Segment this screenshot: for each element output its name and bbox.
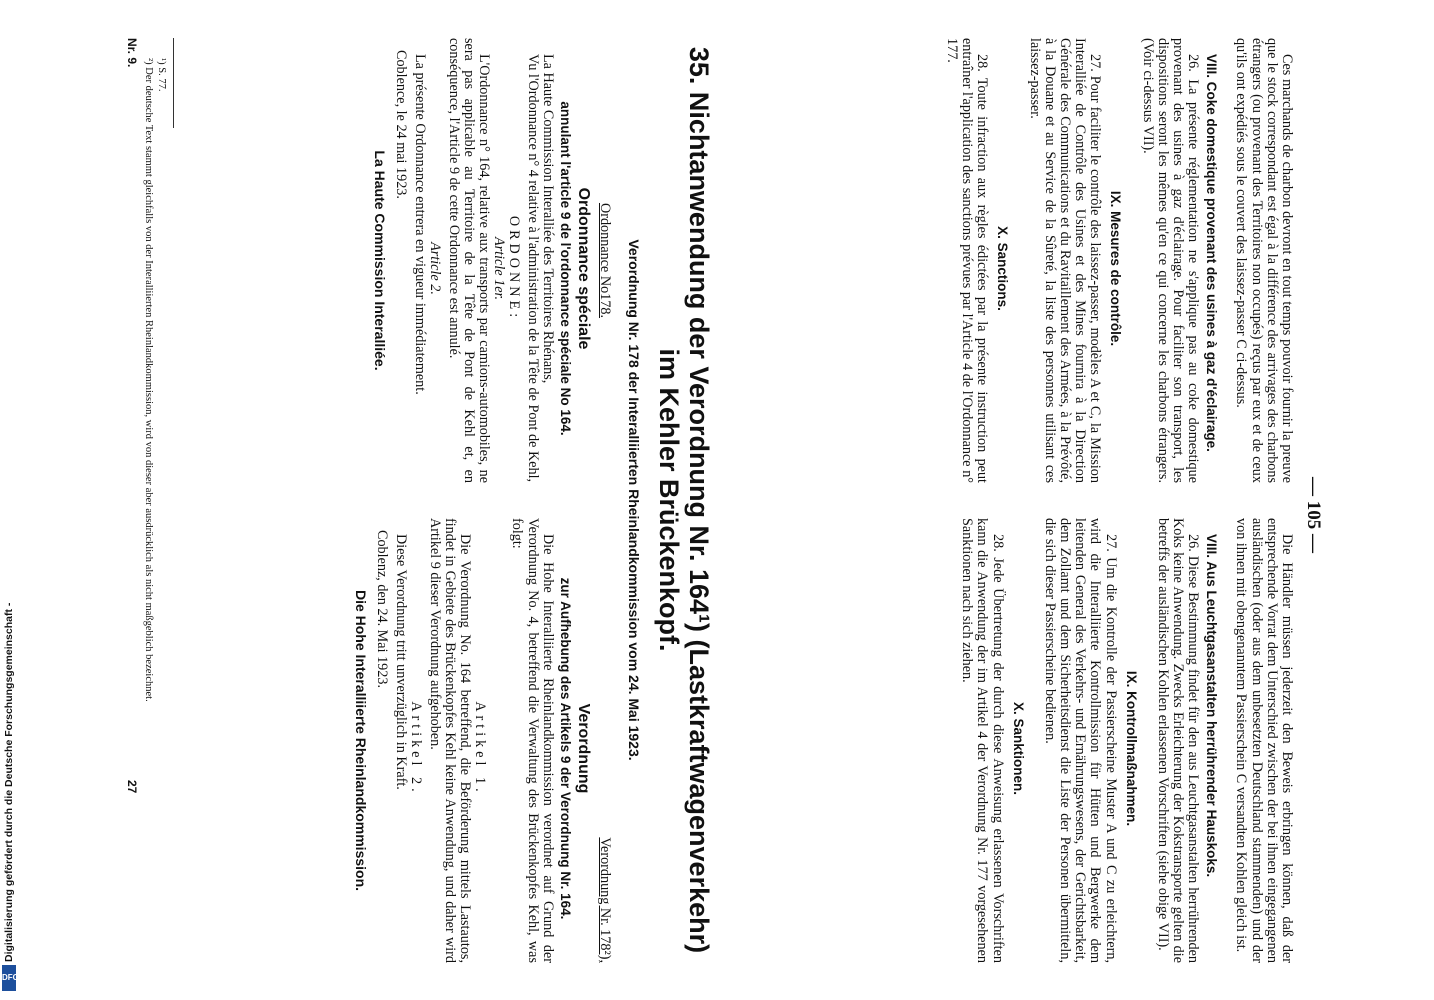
ordinance-de [353, 518, 612, 963]
left-section8-text: 26. La présente réglementation ne s'applique pas au coke domestique provenant des usines à gaz d'éclairage. Pour faciliter son transport, les dispositions seront les mêmes qu'en ce qui concerne les charbons étrangers. (Voir ci-dessus VII). [1139, 38, 1202, 483]
right-column [959, 518, 1294, 963]
left-section10-heading: X. Sanctions. [995, 226, 1011, 311]
sheet-number: Nr. 9. [125, 38, 139, 68]
ordinance-de-article2-text: Diese Verordnung tritt unverzüglich in Kraft. [393, 534, 410, 790]
ordinance-fr-heading1: Ordonnance spéciale [574, 187, 592, 350]
right-section9-heading: IX. Kontrollmaßnahmen. [1123, 670, 1139, 827]
sheet-page: 27 [125, 780, 139, 794]
right-section8-text: 26. Diese Bestimmung findet für den aus Leuchtgasanstalten herrührenden Koks keine Anwendung. Zwecks Erleichterung der Kokstransporte gelten die betreffs der ausländischen Kohlen erlassenen Vorschriften (siehe obige VII). [1154, 518, 1202, 963]
ordinance-fr-article1-title: Article 1er. [491, 236, 508, 301]
ordinance-fr-heading2: annulant l'article 9 de l'ordonnance spéciale No 164. [557, 101, 573, 436]
dfg-logo: DFG [2, 965, 16, 991]
footnotes [142, 38, 168, 968]
ordinance-fr-article2-title: Article 2. [427, 242, 444, 295]
left-section8-heading: VIII. Coke domestique provenant des usines à gaz d'éclairage. [1204, 54, 1220, 452]
right-section10-heading: X. Sanktionen. [1010, 701, 1026, 796]
ordinance-fr [372, 38, 612, 483]
footnote-2: ²) Der deutsche Text stammt gleichfalls von der Interalliierten Rheinlandkommission, wird von dieser aber ausdrücklich als nicht maßgeblich bezeichnet. [143, 58, 154, 702]
left-section10-text: 28. Toute infraction aux règles édictées par la présente instruction peut entraîner l'application des sanctions prévues par l'Article 4 de l'Ordonnance n° 177. [943, 38, 991, 483]
footnote-1: ¹) S. 77. [156, 58, 167, 92]
ordinance-de-article1-title: Artikel 1. [472, 701, 489, 796]
ordinance-de-preamble: Die Hohe Interalliierte Rheinlandkommission verordnet auf Grund der Verordnung No. 4, betreffend die Verwaltung des Brückenkopfes Kehl, was folgt: [509, 518, 556, 963]
ordinance-fr-ref: Ordonnance No178. [597, 202, 613, 319]
right-section9-text: 27. Um die Kontrolle der Passierscheine Muster A und C zu erleichtern, wird die Interalliierte Kontrollmission für Hütten und Bergwerke dem leitenden General des Verkehrs- und Ernährungswesens, der Gerichtsbarkeit, dem Zollamt und dem Sicherheitsdienst die Liste der Personen übermitteln, die sich dieser Passierscheine bedienen. [1041, 518, 1119, 963]
ordinance-de-article1-text: Die Verordnung No. 164 betreffend, die Beförderung mittels Lastautos, findet in Gebiete des Brückenkopfes Kehl keine Anwendung, und daher wird Artikel 9 dieser Verordnung aufgehoben. [426, 518, 473, 963]
left-intro: Ces marchands de charbon devront en tout temps pouvoir fournir la preuve que le stock correspondant est égal à la différence des arrivages des charbons étrangers (ou provenant des Territoires non occupés) reçus par eux et de ceux qu'ils ont expédiés sous le couvert des laissez-passer C ci-dessus. [1233, 38, 1295, 483]
ordinance-de-heading1: Verordnung [574, 703, 592, 794]
ordinance-de-signature: Die Hohe Interalliierte Rheinlandkommission. [352, 589, 369, 892]
ordinance-fr-preamble1: La Haute Commission Interalliée des Territoires Rhénans, [539, 54, 556, 384]
ordinance-de-heading2: zur Aufhebung des Artikels 9 der Verordnung Nr. 164. [557, 577, 573, 920]
ordinance-de-article2-title: Artikel 2. [408, 701, 425, 796]
right-intro: Die Händler müssen jederzeit den Beweis erbringen können, daß der entsprechende Vorrat dem Unterschied zwischen der bei ihnen eingegangenen ausländischen (oder aus dem unbesetzten Deutschland stammenden) und der von ihnen mit obengenanntem Passierschein C versandten Kohlen gleich ist. [1233, 518, 1295, 963]
main-subtitle: Verordnung Nr. 178 der Interalliierten Rheinlandkommission vom 24. Mai 1923. [626, 239, 642, 761]
right-section8-heading: VIII. Aus Leuchtgasanstalten herrührender Hauskoks. [1204, 534, 1220, 878]
ordinance-de-date: Coblenz, den 24. Mai 1923. [373, 530, 390, 689]
right-section10-text: 28. Jede Übertretung der durch diese Anweisung erlassenen Vorschriften kann die Anwendung der im Artikel 4 der Verordnung Nr. 177 vorgesehenen Sanktionen nach sich ziehen. [959, 518, 1006, 963]
left-section9-heading: IX. Mesures de contrôle. [1108, 190, 1124, 347]
page-number: — 105 — [1303, 477, 1324, 553]
ordinance-fr-article2-text: La présente Ordonnance entrera en vigueur immédiatement. [412, 54, 429, 395]
main-title-line1: 35. Nichtanwendung der Verordnung Nr. 164¹) (Lastkraftwagenverkehr) [684, 46, 714, 954]
ordinance-de-ref: Verordnung Nr. 178²), [597, 837, 613, 963]
left-column [944, 38, 1294, 483]
ordinance-fr-preamble2: Vu l'Ordonnance n° 4 relative à l'administration de la Tête de Pont de Kehl, [524, 54, 541, 483]
left-section9-text: 27. Pour faciliter le contrôle des laissez-passer, modèles A et C, la Mission Interalliée de Contrôle des Usines et des Mines fournira à la Direction Générale des Communications et du Ravitaillement des Armées, à la Prévôté, à la Douane et au Service de la Sûreté, la liste des personnes utilisant ces laissez-passer. [1026, 38, 1104, 483]
ordinance-fr-signature: La Haute Commission Interalliée. [371, 150, 388, 371]
ordinance-fr-ordonne: ORDONNE: [506, 215, 523, 322]
main-title [654, 30, 714, 970]
footnote-rule [173, 38, 174, 128]
ordinance-fr-article1-text: L'Ordonnance n° 164, relative aux transports par camions-automobiles, ne sera pas applicable au Territoire de la Tête de Pont de Kehl et, en conséquence, l'Article 9 de cette Ordonnance est annulé. [445, 38, 492, 483]
digitization-note: Digitalisierung gefördert durch die Deutsche Forschungsgemeinschaft - [3, 602, 15, 962]
main-title-line2: im Kehler Brückenkopf. [654, 348, 684, 652]
ordinance-fr-date: Coblence, le 24 mai 1923. [392, 50, 409, 199]
